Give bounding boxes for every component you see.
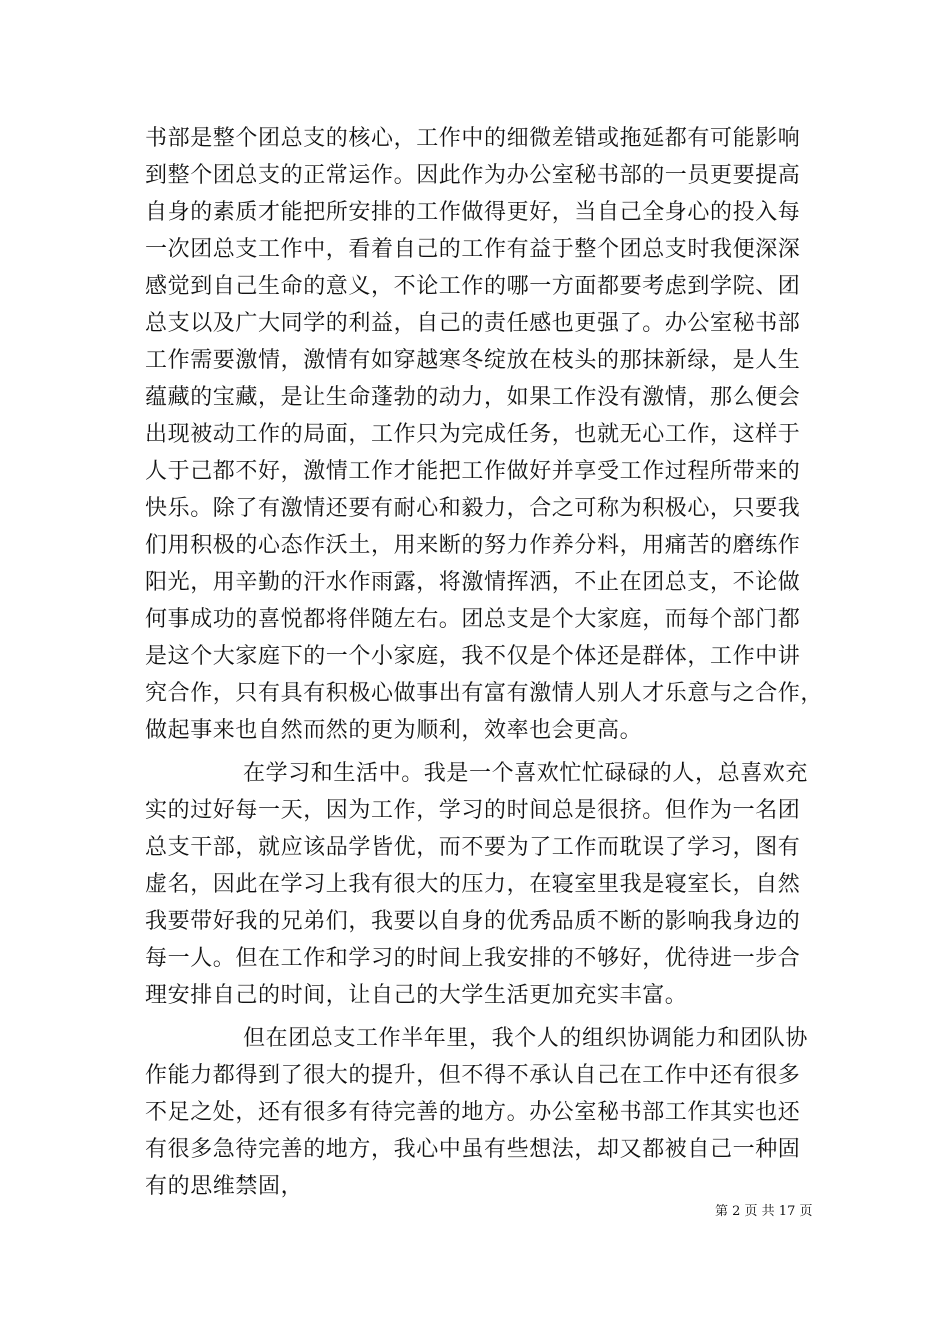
paragraph-1-line-8: 蕴藏的宝藏，是让生命蓬勃的动力，如果工作没有激情，那么便会 [145, 385, 801, 410]
page-number-footer: 第 2 页 共 17 页 [715, 1204, 813, 1219]
paragraph-3-line-1: 但在团总支工作半年里，我个人的组织协调能力和团队协 [243, 1026, 809, 1051]
paragraph-1-line-9: 出现被动工作的局面，工作只为完成任务，也就无心工作，这样于 [145, 422, 801, 447]
paragraph-1-line-13: 阳光，用辛勤的汗水作雨露，将激情挥洒，不止在团总支，不论做 [145, 570, 801, 595]
paragraph-2-line-7: 理安排自己的时间，让自己的大学生活更加充实丰富。 [145, 983, 688, 1008]
paragraph-1-line-15: 是这个大家庭下的一个小家庭，我不仅是个体还是群体，工作中讲 [145, 644, 801, 669]
paragraph-2-line-2: 实的过好每一天，因为工作，学习的时间总是很挤。但作为一名团 [145, 798, 801, 823]
paragraph-2-line-4: 虚名，因此在学习上我有很大的压力，在寝室里我是寝室长，自然 [145, 872, 801, 897]
paragraph-1-line-2: 到整个团总支的正常运作。因此作为办公室秘书部的一员更要提高 [145, 163, 801, 188]
paragraph-1-line-17: 做起事来也自然而然的更为顺利，效率也会更高。 [145, 718, 643, 743]
paragraph-3-line-2: 作能力都得到了很大的提升，但不得不承认自己在工作中还有很多 [145, 1063, 801, 1088]
paragraph-3-line-4: 有很多急待完善的地方，我心中虽有些想法，却又都被自己一种固 [145, 1137, 801, 1162]
paragraph-2-line-3: 总支干部，就应该品学皆优，而不要为了工作而耽误了学习，图有 [145, 835, 801, 860]
paragraph-1-line-10: 人于己都不好，激情工作才能把工作做好并享受工作过程所带来的 [145, 459, 801, 484]
paragraph-2-line-6: 每一人。但在工作和学习的时间上我安排的不够好，优待进一步合 [145, 946, 801, 971]
paragraph-1-line-7: 工作需要激情，激情有如穿越寒冬绽放在枝头的那抹新绿，是人生 [145, 348, 801, 373]
paragraph-1-line-12: 们用积极的心态作沃土，用来断的努力作养分料，用痛苦的磨练作 [145, 533, 801, 558]
paragraph-1-line-3: 自身的素质才能把所安排的工作做得更好，当自己全身心的投入每 [145, 200, 801, 225]
paragraph-1-line-11: 快乐。除了有激情还要有耐心和毅力，合之可称为积极心，只要我 [145, 496, 801, 521]
paragraph-1-line-14: 何事成功的喜悦都将伴随左右。团总支是个大家庭，而每个部门都 [145, 607, 801, 632]
paragraph-1-line-6: 总支以及广大同学的利益，自己的责任感也更强了。办公室秘书部 [145, 311, 801, 336]
paragraph-2-line-1: 在学习和生活中。我是一个喜欢忙忙碌碌的人，总喜欢充 [243, 761, 809, 786]
paragraph-3-line-5: 有的思维禁固， [145, 1174, 304, 1199]
paragraph-1-line-5: 感觉到自己生命的意义，不论工作的哪一方面都要考虑到学院、团 [145, 274, 801, 299]
paragraph-1-line-16: 究合作，只有具有积极心做事出有富有激情人别人才乐意与之合作， [145, 681, 824, 706]
paragraph-3-line-3: 不足之处，还有很多有待完善的地方。办公室秘书部工作其实也还 [145, 1100, 801, 1125]
paragraph-1-line-4: 一次团总支工作中，看着自己的工作有益于整个团总支时我便深深 [145, 237, 801, 262]
paragraph-1-line-1: 书部是整个团总支的核心，工作中的细微差错或拖延都有可能影响 [145, 126, 801, 151]
paragraph-2-line-5: 我要带好我的兄弟们，我要以自身的优秀品质不断的影响我身边的 [145, 909, 801, 934]
